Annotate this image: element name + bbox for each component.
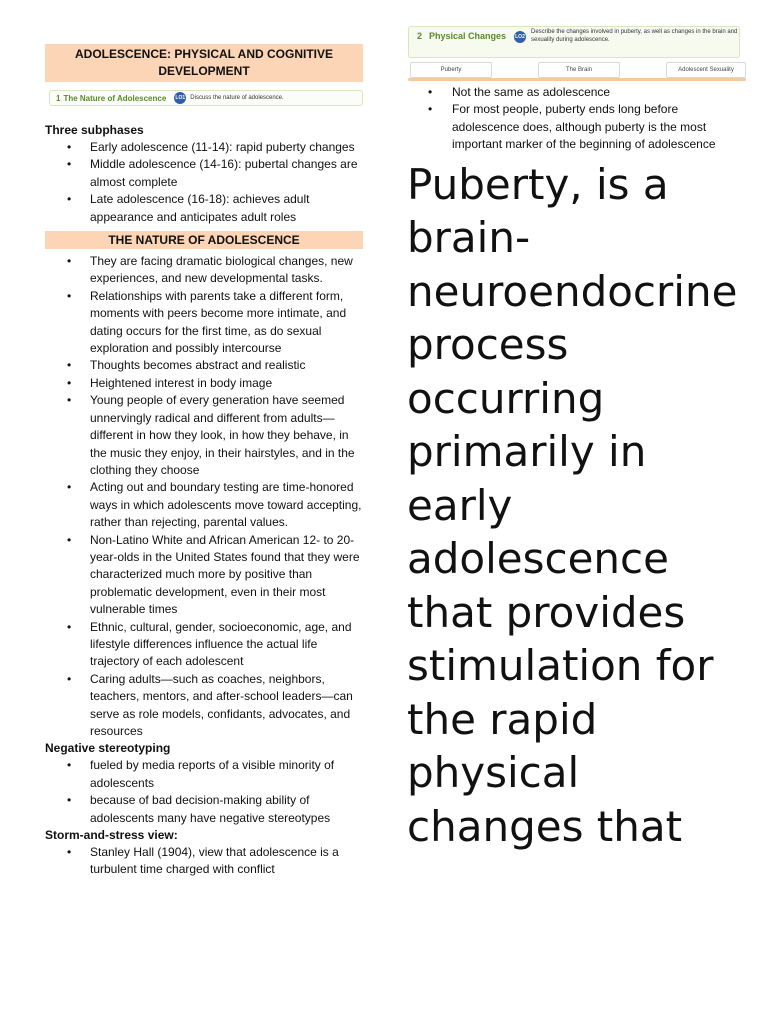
learning-objective-badge: LO2 xyxy=(514,31,526,43)
module-description: Discuss the nature of adolescence. xyxy=(190,95,284,101)
list-item: • For most people, puberty ends long before adolescence does, although puberty is the most important marker of the beginning of adolescence xyxy=(408,101,748,153)
subphases-list xyxy=(45,139,363,226)
module-1-banner xyxy=(49,90,363,106)
storm-and-stress-list xyxy=(45,844,363,879)
subsection-the-brain: The Brain xyxy=(538,62,620,78)
module-2-banner xyxy=(408,26,740,58)
learning-objective-badge: LO1 xyxy=(174,92,186,104)
module-number: 1 xyxy=(56,93,61,103)
subsection-boxes xyxy=(408,58,748,84)
list-item: • Middle adolescence (14-16): pubertal changes are almost complete xyxy=(45,156,363,191)
list-item: • Early adolescence (11-14): rapid puberty changes xyxy=(45,139,363,156)
list-item: • Relationships with parents take a different form, moments with peers become more intimate, and dating occurs for the first time, as do sexual exploration and possibly intercourse xyxy=(45,288,363,358)
list-item: • Caring adults—such as coaches, neighbors, teachers, mentors, and after-school leaders—can serve as role models, confidants, advocates, and resources xyxy=(45,671,363,741)
list-item: • Young people of every generation have seemed unnervingly radical and different from adults—different in how they look, in how they behave, in the music they enjoy, in their hairstyles, and in the clothing they choose xyxy=(45,392,363,479)
list-item: • because of bad decision-making ability of adolescents many have negative stereotypes xyxy=(45,792,363,827)
list-item: • Heightened interest in body image xyxy=(45,375,363,392)
list-item: • Late adolescence (16-18): achieves adult appearance and anticipates adult roles xyxy=(45,191,363,226)
list-item: • Ethnic, cultural, gender, socioeconomic, age, and lifestyle differences influence the actual life trajectory of each adolescent xyxy=(45,619,363,671)
list-item: • Thoughts becomes abstract and realistic xyxy=(45,357,363,374)
subsection-puberty: Puberty xyxy=(410,62,492,78)
nature-list xyxy=(45,253,363,740)
document-title: ADOLESCENCE: PHYSICAL AND COGNITIVE DEVELOPMENT xyxy=(45,44,363,82)
list-item: • Acting out and boundary testing are time-honored ways in which adolescents move toward accepting, rather than rejecting, parental values. xyxy=(45,479,363,531)
module-title: Physical Changes xyxy=(429,31,507,41)
list-item: • Not the same as adolescence xyxy=(408,84,748,101)
left-column xyxy=(45,44,363,879)
section-heading-subphases: Three subphases xyxy=(45,123,144,137)
negative-stereotyping-list xyxy=(45,757,363,827)
section-heading-negative-stereotyping: Negative stereotyping xyxy=(45,741,171,756)
module-number: 2 xyxy=(417,31,423,41)
module-title: The Nature of Adolescence xyxy=(63,93,167,103)
list-item: • They are facing dramatic biological changes, new experiences, and new developmental tasks. xyxy=(45,253,363,288)
module-description: Describe the changes involved in puberty, as well as changes in the brain and sexuality during adolescence. xyxy=(531,29,738,43)
divider xyxy=(408,78,746,81)
puberty-list xyxy=(408,84,748,154)
section-heading-storm-and-stress: Storm-and-stress view: xyxy=(45,828,178,843)
list-item: • Stanley Hall (1904), view that adolescence is a turbulent time charged with conflict xyxy=(45,844,363,879)
nature-heading: THE NATURE OF ADOLESCENCE xyxy=(45,231,363,249)
right-column xyxy=(408,26,748,853)
list-item: • fueled by media reports of a visible minority of adolescents xyxy=(45,757,363,792)
list-item: • Non-Latino White and African American 12- to 20-year-olds in the United States found that they were characterized much more by positive than problematic development, even in their most vulnerable times xyxy=(45,532,363,619)
puberty-definition-text: Puberty, is a brain-neuroendocrine process occurring primarily in early adolescence that provides stimulation for the rapid physical changes that xyxy=(407,159,738,851)
subsection-adolescent-sexuality: Adolescent Sexuality xyxy=(666,62,746,78)
